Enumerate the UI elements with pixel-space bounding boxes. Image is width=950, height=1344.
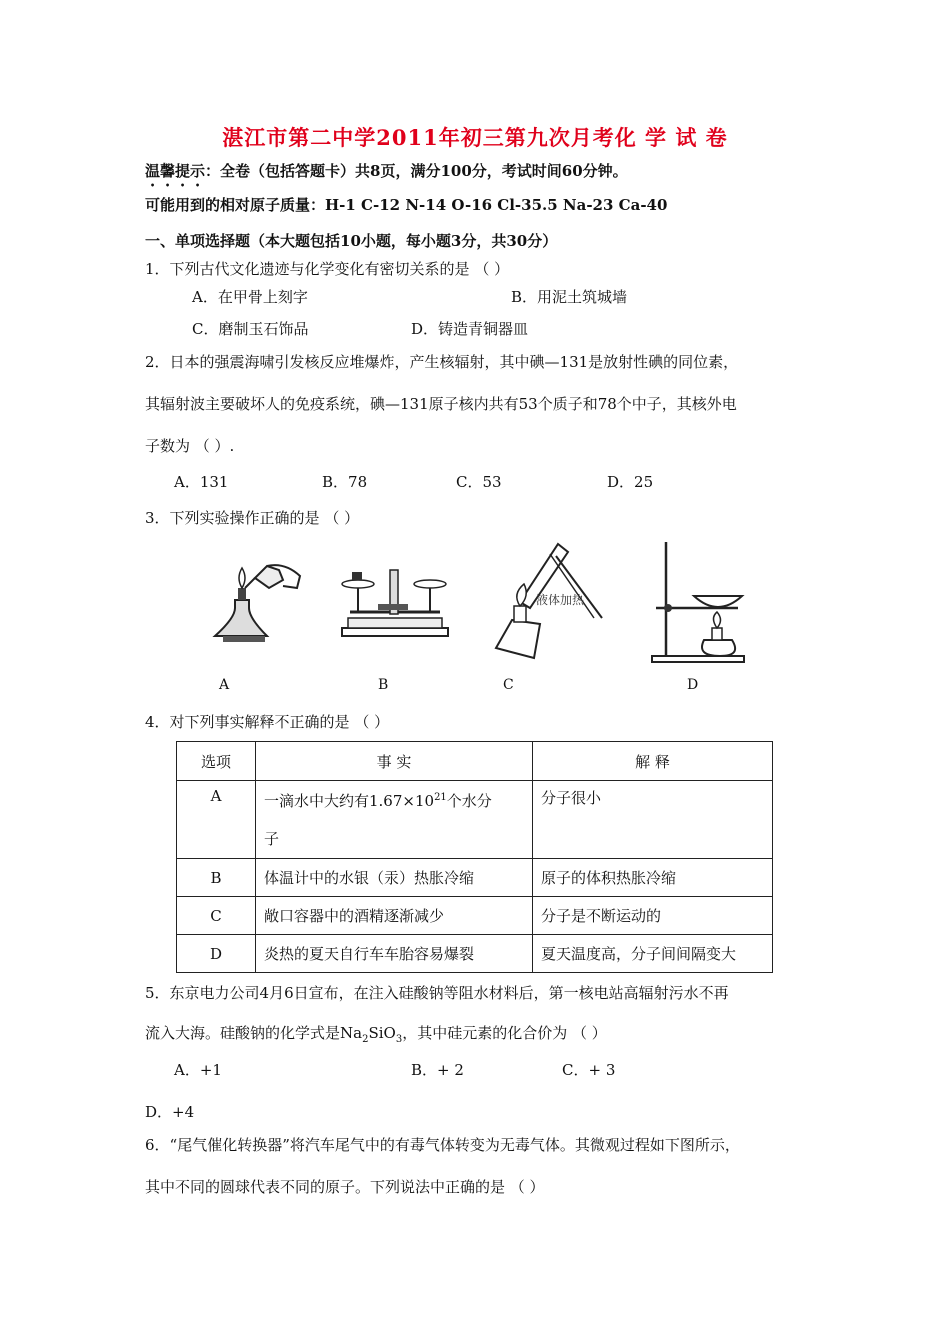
page-title: 湛江市第二中学2011年初三第九次月考化 学 试 卷 — [222, 125, 728, 150]
fact-exponent: 21 — [434, 792, 447, 803]
q5-option-b: B．+ 2 — [411, 1061, 464, 1079]
table-row — [177, 859, 773, 897]
table-header-row — [177, 742, 773, 781]
section-1-heading: 一、单项选择题（本大题包括10小题，每小题3分，共30分） — [145, 232, 558, 250]
q1-option-c: C．磨制玉石饰品 — [192, 320, 309, 338]
row-explanation: 分子很小 — [533, 781, 773, 859]
notice — [145, 160, 628, 190]
header-option: 选项 — [177, 742, 256, 781]
header-explanation: 解 释 — [533, 742, 773, 781]
table-row — [177, 897, 773, 935]
q2-option-d: D．25 — [607, 473, 654, 491]
row-fact: 炎热的夏天自行车车胎容易爆裂 — [256, 935, 533, 973]
notice-label: 温馨提示 — [145, 162, 206, 180]
table-row — [177, 935, 773, 973]
atomic-mass: 可能用到的相对原子质量：H-1 C-12 N-14 O-16 Cl-35.5 Na-23 Ca-40 — [145, 196, 668, 214]
q6-line-1: 6．“尾气催化转换器”将汽车尾气中的有毒气体转变为无毒气体。其微观过程如下图所示， — [145, 1136, 740, 1154]
q3-label-a: A — [219, 677, 230, 693]
q3-label-c: C — [503, 677, 514, 693]
row-option: B — [177, 859, 256, 897]
notice-text: ：全卷（包括答题卡）共8页，满分100分，考试时间60分钟。 — [205, 162, 628, 180]
row-option: A — [177, 781, 256, 859]
q5-option-c: C．+ 3 — [562, 1061, 616, 1079]
q5-text-mid: SiO — [368, 1024, 396, 1042]
q2-option-c: C．53 — [456, 473, 502, 491]
q3-label-d: D — [687, 677, 699, 693]
q3-figure-a — [205, 558, 305, 648]
row-fact: 体温计中的水银（汞）热胀冷缩 — [256, 859, 533, 897]
q5-text-end: ，其中硅元素的化合价为 （ ） — [402, 1024, 607, 1042]
q2-line-1: 2．日本的强震海啸引发核反应堆爆炸，产生核辐射，其中碘—131是放射性碘的同位素， — [145, 353, 739, 371]
header-fact: 事 实 — [256, 742, 533, 781]
q5-subscript-2: 3 — [395, 1034, 403, 1045]
fact-text-end: 个水分 — [446, 792, 492, 810]
row-option: D — [177, 935, 256, 973]
q3-figure-d — [648, 540, 748, 665]
row-option: C — [177, 897, 256, 935]
row-explanation: 分子是不断运动的 — [533, 897, 773, 935]
row-explanation: 夏天温度高，分子间间隔变大 — [533, 935, 773, 973]
q1-option-a: A．在甲骨上刻字 — [192, 288, 308, 306]
q5-option-d: D．+4 — [145, 1103, 195, 1121]
q5-option-a: A．+1 — [174, 1061, 222, 1079]
q5-line-2 — [145, 1022, 607, 1045]
q1-stem: 1．下列古代文化遗迹与化学变化有密切关系的是 （ ） — [145, 260, 510, 278]
q3-figure-c-label: 液体加热 — [536, 593, 585, 607]
row-fact — [256, 781, 533, 859]
q4-stem: 4．对下列事实解释不正确的是 （ ） — [145, 713, 390, 731]
q5-line-1: 5．东京电力公司4月6日宣布，在注入硅酸钠等阻水材料后，第一核电站高辐射污水不再 — [145, 984, 729, 1002]
q2-line-2: 其辐射波主要破坏人的免疫系统，碘—131原子核内共有53个质子和78个中子，其核外电 — [145, 395, 737, 413]
row-fact: 敞口容器中的酒精逐渐减少 — [256, 897, 533, 935]
q6-line-2: 其中不同的圆球代表不同的原子。下列说法中正确的是 （ ） — [145, 1178, 545, 1196]
q1-option-b: B．用泥土筑城墙 — [511, 288, 628, 306]
q5-text: 流入大海。硅酸钠的化学式是Na — [145, 1024, 363, 1042]
q3-label-b: B — [378, 677, 389, 693]
q4-table — [176, 741, 773, 973]
q1-option-d: D．铸造青铜器皿 — [411, 320, 529, 338]
q2-line-3: 子数为 （ ）. — [145, 437, 235, 455]
q5-subscript-1: 2 — [362, 1034, 369, 1045]
fact-text-line-2: 子 — [264, 830, 280, 848]
q3-stem: 3．下列实验操作正确的是 （ ） — [145, 509, 360, 527]
fact-text: 一滴水中大约有1.67×10 — [264, 792, 435, 810]
q2-option-b: B．78 — [322, 473, 368, 491]
table-row — [177, 781, 773, 859]
q3-figure-b — [338, 566, 453, 646]
row-explanation: 原子的体积热胀冷缩 — [533, 859, 773, 897]
q2-option-a: A．131 — [174, 473, 229, 491]
